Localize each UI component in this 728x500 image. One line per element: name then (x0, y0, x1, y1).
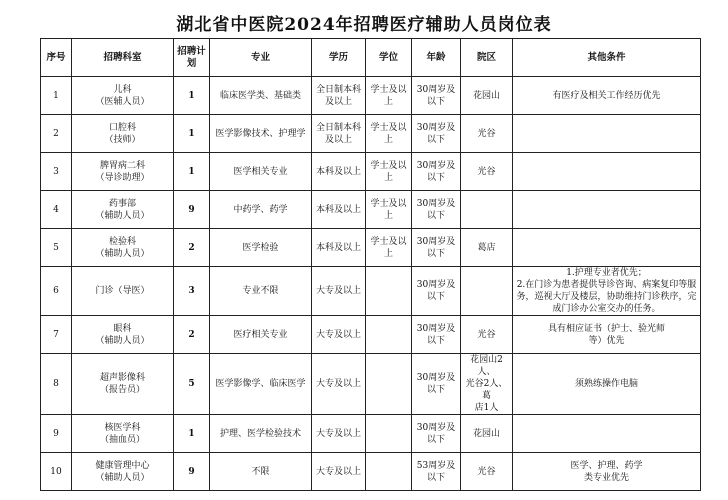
cell-degree (366, 267, 412, 316)
cell-other (513, 153, 701, 191)
cell-count: 2 (174, 316, 210, 354)
cell-count: 1 (174, 77, 210, 115)
header-age: 年龄 (412, 39, 461, 77)
cell-department: 眼科 （辅助人员） (72, 316, 174, 354)
cell-major: 医学检验 (210, 229, 312, 267)
cell-other (513, 191, 701, 229)
table-row (41, 354, 701, 415)
cell-education: 本科及以上 (312, 153, 366, 191)
header-row (41, 39, 701, 77)
cell-major: 临床医学类、基础类 (210, 77, 312, 115)
cell-major: 护理、医学检验技术 (210, 415, 312, 453)
cell-other (513, 229, 701, 267)
table-row (41, 267, 701, 316)
cell-major: 不限 (210, 453, 312, 491)
cell-major: 医学影像技术、护理学 (210, 115, 312, 153)
cell-index: 5 (41, 229, 72, 267)
cell-count: 9 (174, 453, 210, 491)
cell-index: 4 (41, 191, 72, 229)
cell-other: 须熟练操作电脑 (513, 354, 701, 415)
header-degree: 学位 (366, 39, 412, 77)
cell-education: 全日制本科 及以上 (312, 115, 366, 153)
cell-department: 口腔科 （技师） (72, 115, 174, 153)
cell-other (513, 115, 701, 153)
cell-major: 医学相关专业 (210, 153, 312, 191)
cell-department: 儿科 （医辅人员） (72, 77, 174, 115)
cell-campus: 花园山 (461, 77, 513, 115)
table-row (41, 153, 701, 191)
header-education: 学历 (312, 39, 366, 77)
cell-degree (366, 415, 412, 453)
cell-department: 脾胃病二科 （导诊助理） (72, 153, 174, 191)
cell-degree (366, 316, 412, 354)
cell-major: 医学影像学、临床医学 (210, 354, 312, 415)
cell-campus: 光谷 (461, 453, 513, 491)
cell-major: 中药学、药学 (210, 191, 312, 229)
cell-age: 30周岁及 以下 (412, 354, 461, 415)
cell-count: 3 (174, 267, 210, 316)
table-row (41, 229, 701, 267)
cell-department: 检验科 （辅助人员） (72, 229, 174, 267)
cell-major: 医疗相关专业 (210, 316, 312, 354)
cell-campus: 葛店 (461, 229, 513, 267)
cell-count: 2 (174, 229, 210, 267)
cell-department: 药事部 （辅助人员） (72, 191, 174, 229)
header-campus: 院区 (461, 39, 513, 77)
cell-education: 本科及以上 (312, 191, 366, 229)
cell-index: 3 (41, 153, 72, 191)
cell-degree: 学士及以 上 (366, 77, 412, 115)
cell-education: 大专及以上 (312, 267, 366, 316)
table-row (41, 77, 701, 115)
cell-campus (461, 267, 513, 316)
cell-index: 8 (41, 354, 72, 415)
header-other: 其他条件 (513, 39, 701, 77)
cell-age: 30周岁及 以下 (412, 115, 461, 153)
cell-department: 核医学科 （抽血员） (72, 415, 174, 453)
cell-campus: 光谷 (461, 316, 513, 354)
cell-count: 1 (174, 415, 210, 453)
cell-age: 53周岁及 以下 (412, 453, 461, 491)
cell-education: 大专及以上 (312, 453, 366, 491)
cell-index: 1 (41, 77, 72, 115)
header-department: 招聘科室 (72, 39, 174, 77)
cell-education: 大专及以上 (312, 316, 366, 354)
cell-index: 7 (41, 316, 72, 354)
positions-table (40, 38, 701, 491)
table-row (41, 191, 701, 229)
cell-degree: 学士及以 上 (366, 115, 412, 153)
cell-count: 9 (174, 191, 210, 229)
cell-campus (461, 191, 513, 229)
cell-age: 30周岁及 以下 (412, 415, 461, 453)
cell-age: 30周岁及 以下 (412, 191, 461, 229)
table-row (41, 316, 701, 354)
cell-degree (366, 453, 412, 491)
cell-campus: 花园山 (461, 415, 513, 453)
table-body (41, 77, 701, 491)
cell-count: 1 (174, 115, 210, 153)
cell-age: 30周岁及 以下 (412, 77, 461, 115)
table-row (41, 115, 701, 153)
cell-campus: 花园山2人、 光谷2人、葛 店1人 (461, 354, 513, 415)
cell-degree: 学士及以 上 (366, 153, 412, 191)
cell-other: 有医疗及相关工作经历优先 (513, 77, 701, 115)
cell-department: 门诊（导医） (72, 267, 174, 316)
cell-education: 全日制本科 及以上 (312, 77, 366, 115)
cell-education: 大专及以上 (312, 415, 366, 453)
cell-age: 30周岁及 以下 (412, 229, 461, 267)
cell-age: 30周岁及 以下 (412, 316, 461, 354)
header-count: 招聘计划 (174, 39, 210, 77)
cell-index: 6 (41, 267, 72, 316)
cell-index: 2 (41, 115, 72, 153)
cell-index: 9 (41, 415, 72, 453)
cell-department: 健康管理中心 （辅助人员） (72, 453, 174, 491)
cell-age: 30周岁及 以下 (412, 267, 461, 316)
cell-department: 超声影像科 （报告员） (72, 354, 174, 415)
cell-education: 大专及以上 (312, 354, 366, 415)
cell-campus: 光谷 (461, 115, 513, 153)
header-major: 专业 (210, 39, 312, 77)
cell-campus: 光谷 (461, 153, 513, 191)
table-row (41, 415, 701, 453)
cell-count: 1 (174, 153, 210, 191)
page-title: 湖北省中医院2024年招聘医疗辅助人员岗位表 (176, 15, 552, 35)
cell-other (513, 415, 701, 453)
header-index: 序号 (41, 39, 72, 77)
cell-index: 10 (41, 453, 72, 491)
cell-count: 5 (174, 354, 210, 415)
cell-other: 1.护理专业者优先； 2.在门诊为患者提供导诊咨询、病案复印等服务，巡视大厅及楼层，协助维持门诊秩序，完成门诊办公室交办的任务。 (513, 267, 701, 316)
cell-education: 本科及以上 (312, 229, 366, 267)
cell-age: 30周岁及 以下 (412, 153, 461, 191)
cell-major: 专业不限 (210, 267, 312, 316)
cell-degree (366, 354, 412, 415)
cell-other: 具有相应证书（护士、验光师 等）优先 (513, 316, 701, 354)
cell-degree: 学士及以 上 (366, 191, 412, 229)
cell-degree: 学士及以 上 (366, 229, 412, 267)
cell-other: 医学、护理、药学 类专业优先 (513, 453, 701, 491)
table-row (41, 453, 701, 491)
